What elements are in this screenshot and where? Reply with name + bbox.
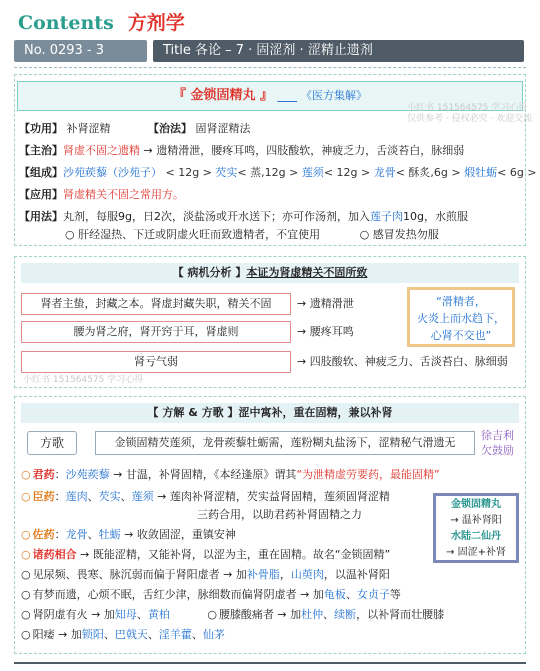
zucheng-part: < 12g > [162, 166, 216, 179]
compare-box [433, 493, 519, 563]
jia-line-3: ○ 肾阴虚有火 → 加知母、黄柏 ○ 腰膝酸痛者 → 加杜仲、续断，以补肾而壮腰膝 [21, 608, 445, 621]
zhuzhi-symptoms: → 遗精滑泄，腰疼耳鸣，四肢酸软，神疲乏力，舌淡苔白，脉细弱 [140, 144, 465, 157]
yingyong-label: 【应用】 [19, 188, 63, 201]
zhifa-label: 【治法】 [148, 122, 192, 135]
zucheng-part: 莲须 [301, 166, 324, 179]
zuo-drug-2: 牡蛎 [98, 528, 121, 541]
document-title: Title 各论 – 7 · 固涩剂 · 涩精止遗剂 [153, 40, 524, 62]
header-divider [14, 67, 526, 68]
analysis-summary: 本证为肾虚精关不固所致 [246, 266, 368, 279]
fangjie-section [14, 396, 526, 654]
zucheng-part: 沙苑蒺藜（沙苑子） [63, 166, 162, 179]
quote-line-3: 心肾不交也” [430, 329, 492, 342]
watermark-1: 小红书 151564575 学习心得 仅供参考 · 侵权必究 · 欢迎交流 [407, 103, 533, 124]
yongfa-a: 丸剂，每服9g，日2次，淡盐汤或开水送下；亦可作汤剂，加入 [63, 210, 370, 223]
cause-result-3: → 四肢酸软、神疲乏力、舌淡苔白、脉细弱 [297, 355, 508, 368]
zuo-desc: → 收敛固涩，重镇安神 [120, 528, 236, 541]
row-zucheng [19, 165, 537, 181]
jun-drug: 沙苑蒺藜 [65, 468, 110, 481]
zuo-label: 佐药 [32, 528, 55, 541]
zucheng-part: < 6g > [497, 166, 537, 179]
zucheng-label: 【组成】 [19, 166, 63, 179]
he-desc: → 既能涩精，又能补肾，以涩为主，重在固精。故名“金锁固精” [76, 548, 391, 561]
bullet-icon: ○ [21, 490, 31, 503]
analysis-title: 【 病机分析 】 [172, 266, 247, 279]
watermark-2: 小红书 151564575 学习心得 [23, 375, 144, 385]
chen-drug-2: 芡实 [98, 490, 121, 503]
zucheng-list [63, 166, 537, 179]
fangjie-title: 【 方解 & 方歌 】 [147, 406, 239, 419]
jia-line-5: ○ 阳痿 → 加锁阳、巴戟天、淫羊藿、仙茅 [21, 628, 225, 641]
compare-f1: 金锁固精丸 [451, 499, 501, 510]
zucheng-part: 龙骨 [373, 166, 396, 179]
yongfa-label: 【用法】 [19, 210, 63, 223]
bullet-icon: ○ [21, 608, 31, 621]
yongfa-herb: 莲子肉 [369, 210, 403, 223]
chen-line-2: 三药合用，以助君药补肾固精之力 [197, 508, 362, 521]
compare-f1-note: → 温补肾阳 [450, 515, 502, 526]
contents-label: Contents [18, 12, 114, 34]
row-gongyong [19, 121, 251, 137]
song-text: 金锁固精芡莲须，龙骨蒺藜牡蛎需，莲粉糊丸盐汤下，涩精秘气滑遗无 [95, 431, 475, 455]
he-label: 诸药相合 [32, 548, 77, 561]
bullet-icon: ○ [21, 548, 31, 561]
bullet-icon: ○ [21, 528, 31, 541]
fangjie-summary: 涩中寓补，重在固精，兼以补肾 [238, 406, 393, 419]
chen-desc: → 莲肉补肾涩精，芡实益肾固精，莲须固肾涩精 [153, 490, 390, 503]
page-header-title [18, 8, 185, 35]
zhuzhi-label: 【主治】 [19, 144, 63, 157]
subject-label: 方剂学 [127, 12, 185, 34]
footer-divider [14, 662, 526, 664]
formula-info-section [14, 74, 537, 246]
chen-label: 臣药 [32, 490, 55, 503]
row-yongfa [19, 209, 468, 225]
jia-line-1: ○ 见尿频、畏寒、脉沉弱而偏于肾阳虚者 → 加补骨脂，山萸肉，以温补肾阳 [21, 568, 390, 581]
compare-f2-note: → 固涩+补肾 [446, 547, 506, 558]
gongyong-label: 【功用】 [19, 122, 63, 135]
zucheng-part: < 12g > [323, 166, 374, 179]
yingyong-value: 肾虚精关不固之常用方。 [63, 188, 184, 201]
jun-quote: “为泄精虚劳要药，最能固精” [296, 468, 440, 481]
he-line [21, 547, 390, 563]
analysis-title-bar [21, 263, 519, 283]
caution-1: ○ 肝经湿热、下迁或阴虚火旺而致遗精者，不宜使用 [65, 228, 321, 241]
bullet-icon: ○ [207, 608, 217, 621]
cause-box-1: 肾者主蛰，封藏之本。肾虚封藏失职，精关不固 [21, 293, 291, 315]
jun-desc: → 甘温，补肾固精，《本经逢原》谓其 [109, 468, 297, 481]
bullet-icon: ○ [21, 468, 31, 481]
jia-line-2: ○ 有梦而遗，心烦不眠，舌红少津，脉细数而偏肾阴虚者 → 加龟板、女贞子等 [21, 588, 401, 601]
bullet-icon: ○ [21, 588, 31, 601]
jun-line: ○ 君药：沙苑蒺藜 → 甘温，补肾固精，《本经逢原》谓其“为泄精虚劳要药，最能固精” [21, 468, 440, 481]
song-author: 徐吉利 欠鼓励 [481, 429, 514, 457]
caution-2: ○ 感冒发热勿服 [359, 228, 439, 241]
yongfa-c: 10g，水煎服 [402, 210, 468, 223]
gongyong-value: 补肾涩精 [66, 122, 111, 135]
zucheng-part: 芡实 [215, 166, 238, 179]
bullet-icon: ○ [21, 568, 31, 581]
zuo-drug-1: 龙骨 [65, 528, 88, 541]
source-prefix: ___ [277, 88, 298, 103]
cause-result-1: → 遗精滑泄 [297, 297, 354, 310]
analysis-section [14, 256, 526, 388]
chen-line: ○ 臣药：莲肉、芡实、莲须 → 莲肉补肾涩精，芡实益肾固精，莲须固肾涩精 [21, 490, 390, 503]
zhifa-value: 固肾涩精法 [195, 122, 251, 135]
row-yingyong [19, 187, 184, 203]
row-zhuzhi [19, 143, 464, 159]
document-number: No. 0293 - 3 [14, 40, 147, 62]
quote-line-2: 火炎上而水趋下， [417, 312, 505, 325]
song-label: 方歌 [27, 431, 77, 455]
compare-f2: 水陆二仙丹 [451, 531, 501, 542]
chen-drug-3: 莲须 [131, 490, 154, 503]
fangjie-title-bar [21, 403, 519, 423]
zucheng-part: < 蒸,12g > [237, 166, 302, 179]
zucheng-part: 煅牡蛎 [464, 166, 498, 179]
cause-box-3: 肾亏气弱 [21, 351, 291, 373]
formula-name: 『 金锁固精丸 』 [172, 88, 274, 103]
quote-line-1: “滑精者， [436, 295, 486, 308]
row-caution [65, 227, 439, 243]
cause-result-2: → 腰疼耳鸣 [297, 325, 354, 338]
zuo-line: ○ 佐药：龙骨、牡蛎 → 收敛固涩，重镇安神 [21, 528, 236, 541]
jun-label: 君药 [32, 468, 55, 481]
zhuzhi-main: 肾虚不固之遗精 [63, 144, 140, 157]
chen-drug-1: 莲肉 [65, 490, 88, 503]
quote-box [407, 287, 515, 347]
bullet-icon: ○ [21, 628, 31, 641]
formula-source: 《医方集解》 [301, 89, 368, 102]
zucheng-part: < 酥炙,6g > [395, 166, 465, 179]
cause-box-2: 腰为肾之府，肾开窍于耳，肾虚则 [21, 321, 291, 343]
